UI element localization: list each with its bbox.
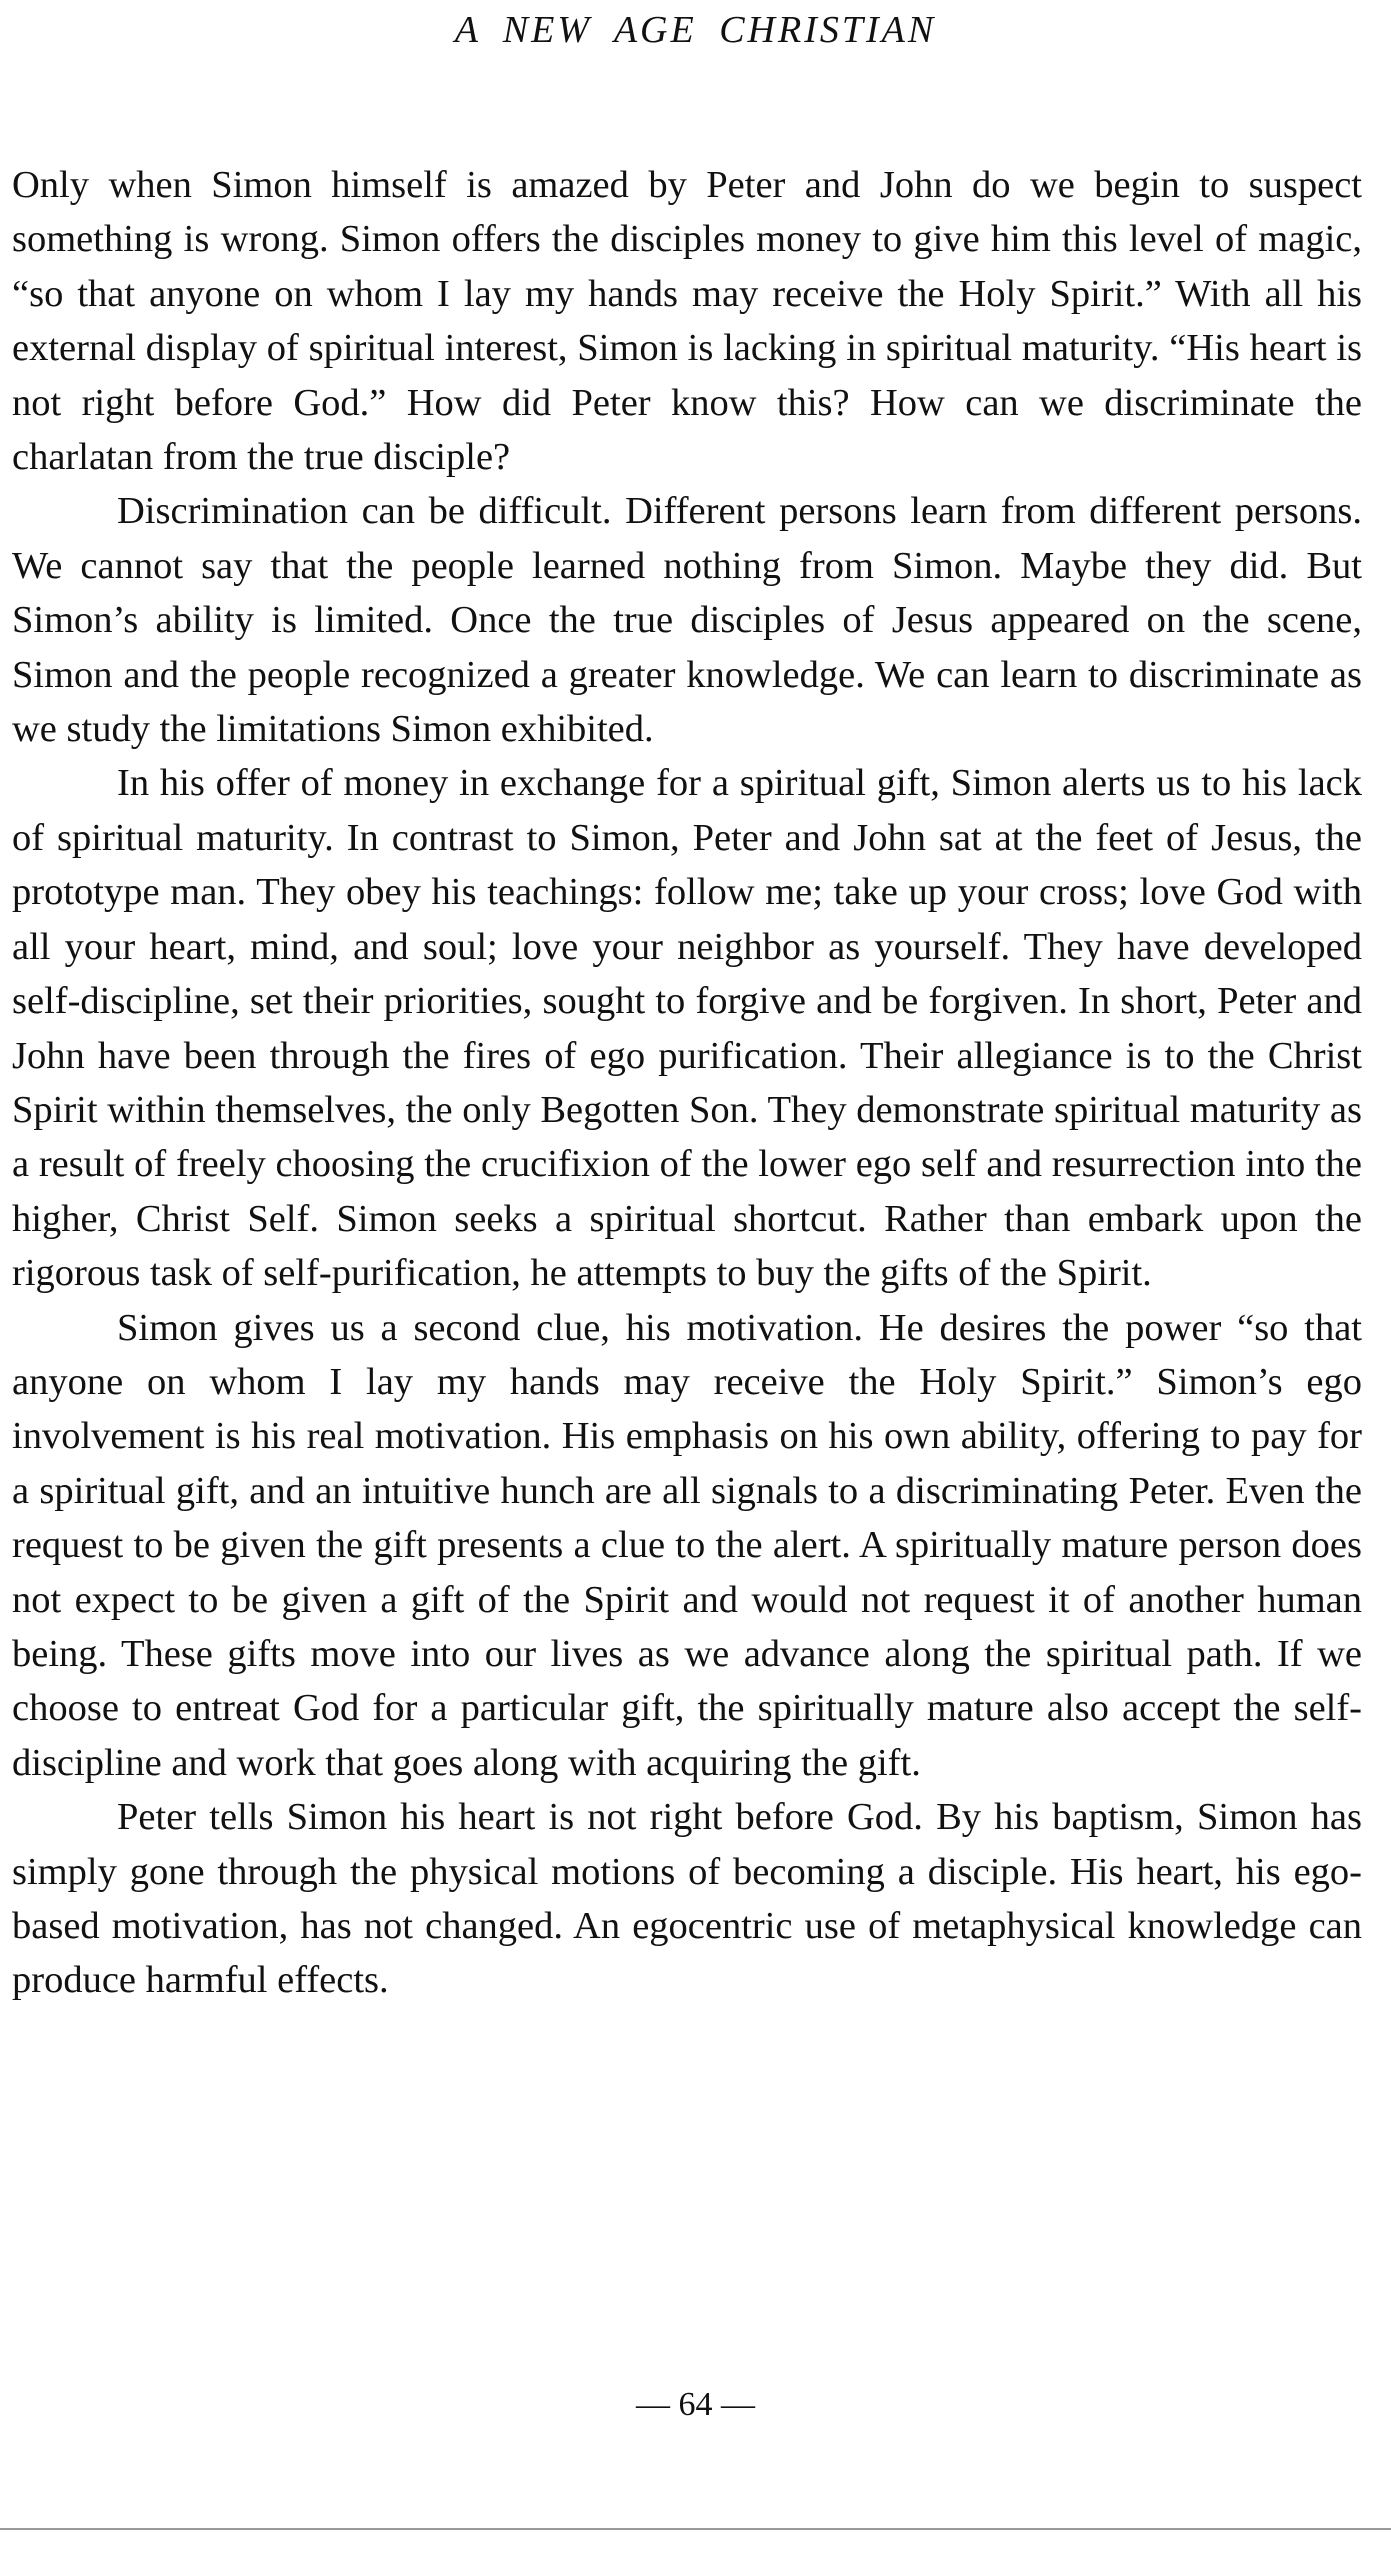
body-text: [12, 158, 1362, 2008]
paragraph-5: Peter tells Simon his heart is not right before God. By his baptism, Simon has simply gone through the physical motions of becoming a disciple. His heart, his ego-based motivation, has not changed. An egocentric use of metaphysical knowledge can produce harmful effects.: [12, 1796, 1362, 2002]
paragraph-2: Discrimination can be difficult. Different persons learn from different persons. We cannot say that the people learned nothing from Simon. Maybe they did. But Simon’s ability is limited. Once the true disciples of Jesus appeared on the scene, Simon and the people recognized a greater knowledge. We can learn to discriminate as we study the limitations Simon exhibited.: [12, 490, 1362, 751]
paragraph-3: In his offer of money in exchange for a spiritual gift, Simon alerts us to his lack of spiritual maturity. In contrast to Simon, Peter and John sat at the feet of Jesus, the prototype man. They obey his teachings: follow me; take up your cross; love God with all your heart, mind, and soul; love your neighbor as yourself. They have developed self-discipline, set their priorities, sought to forgive and be forgiven. In short, Peter and John have been through the fires of ego purification. Their allegiance is to the Christ Spirit within themselves, the only Begotten Son. They demonstrate spiritual maturity as a result of freely choosing the crucifixion of the lower ego self and resurrection into the higher, Christ Self. Simon seeks a spiritual shortcut. Rather than embark upon the rigorous task of self-purification, he attempts to buy the gifts of the Spirit.: [12, 762, 1362, 1295]
page-number: — 64 —: [636, 2386, 755, 2423]
paragraph-1: Only when Simon himself is amazed by Peter and John do we begin to suspect something is wrong. Simon offers the disciples money to give him this level of magic, “so that anyone on whom I lay my hands may receive the Holy Spirit.” With all his external display of spiritual interest, Simon is lacking in spiritual maturity. “His heart is not right before God.” How did Peter know this? How can we discriminate the charlatan from the true disciple?: [12, 164, 1362, 479]
running-header: A NEW AGE CHRISTIAN: [454, 9, 937, 51]
scan-edge-divider: [0, 2528, 1391, 2530]
paragraph-4: Simon gives us a second clue, his motivation. He desires the power “so that anyone on whom I lay my hands may receive the Holy Spirit.” Simon’s ego involvement is his real motivation. His emphasis on his own ability, offering to pay for a spiritual gift, and an intuitive hunch are all signals to a discriminating Peter. Even the request to be given the gift presents a clue to the alert. A spiritually mature person does not expect to be given a gift of the Spirit and would not request it of another human being. These gifts move into our lives as we advance along the spiritual path. If we choose to entreat God for a particular gift, the spiritually mature also accept the self-discipline and work that goes along with acquiring the gift.: [12, 1306, 1362, 1784]
